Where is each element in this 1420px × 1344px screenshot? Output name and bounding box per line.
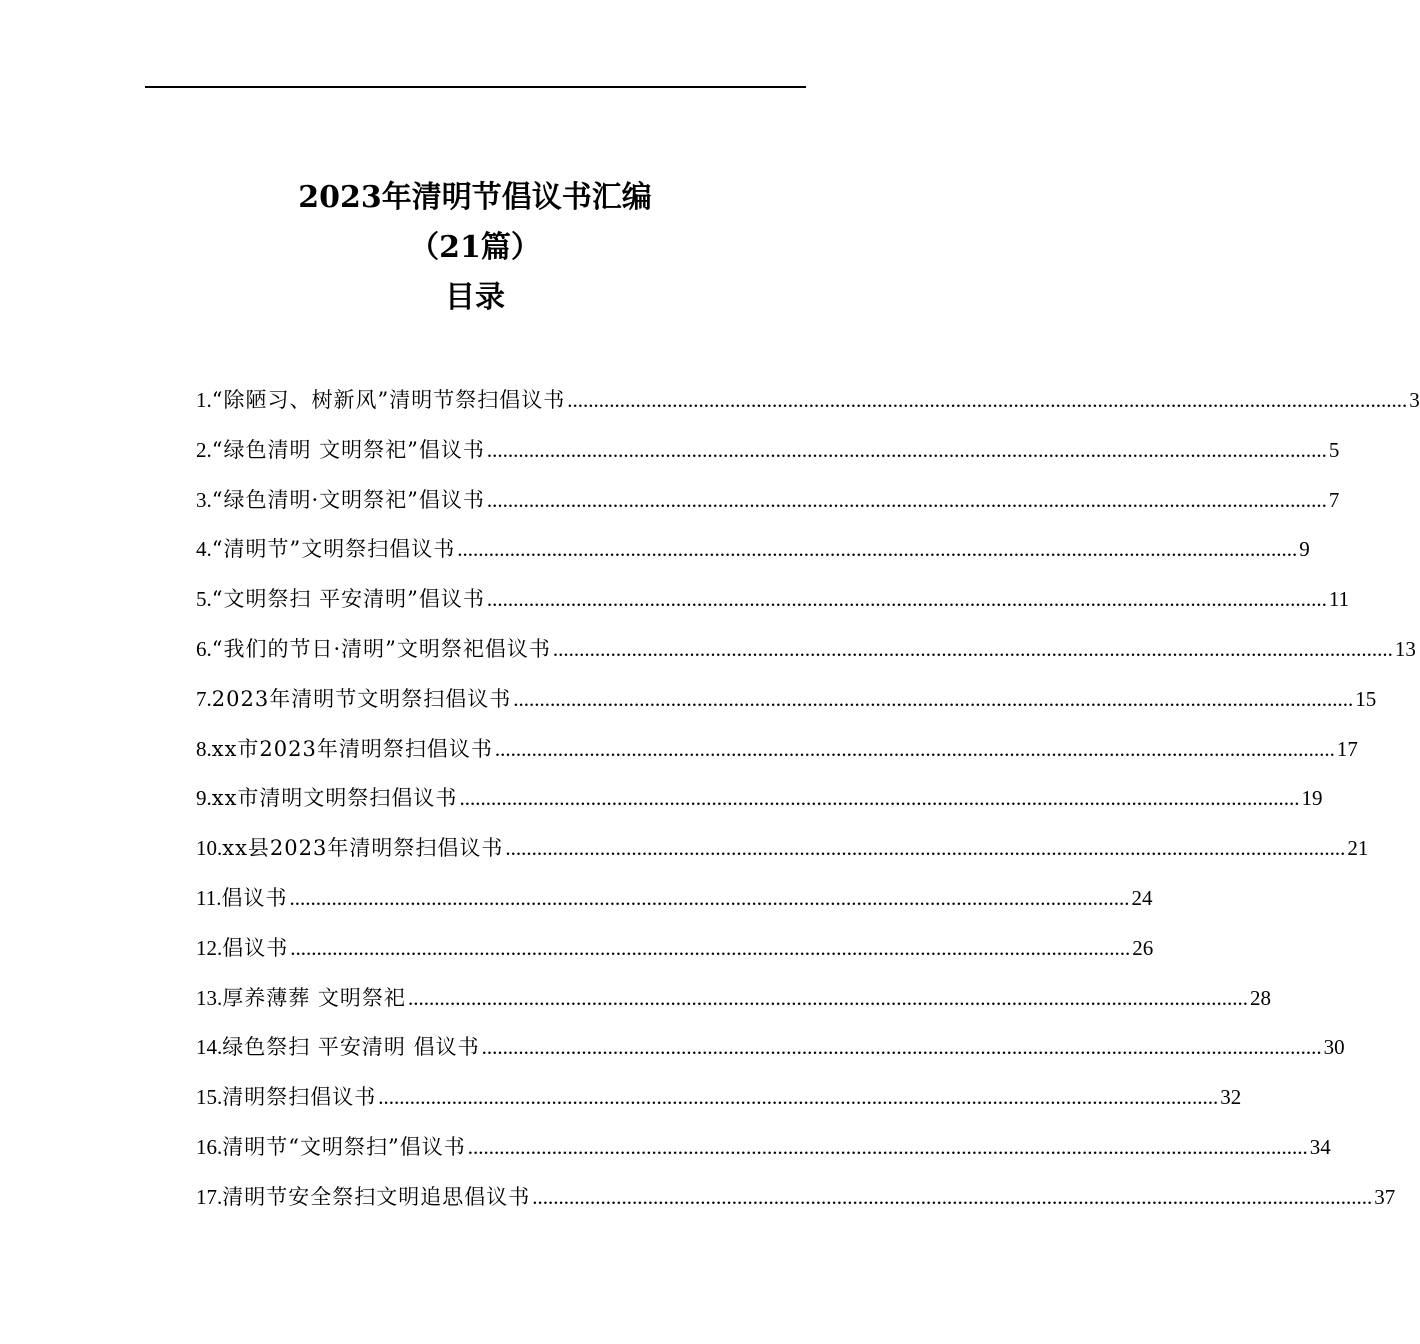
toc-entry-number: 9. — [196, 786, 212, 811]
toc-entry-number: 10. — [196, 836, 223, 861]
table-of-contents — [196, 384, 1420, 1231]
toc-entry-number: 14. — [196, 1035, 223, 1060]
toc-entry-page: 17 — [1336, 736, 1358, 761]
toc-entry-page: 37 — [1374, 1184, 1396, 1209]
toc-dot-leader — [553, 637, 1393, 662]
toc-entry-page: 7 — [1328, 487, 1340, 512]
toc-entry-page: 26 — [1132, 935, 1154, 960]
toc-dot-leader — [468, 1135, 1308, 1160]
toc-entry[interactable] — [196, 683, 1377, 733]
toc-dot-leader — [532, 1185, 1372, 1210]
toc-dot-leader — [408, 986, 1248, 1011]
toc-entry-title: 倡议书 — [222, 935, 289, 960]
toc-entry-title: 绿色祭扫 平安清明 倡议书 — [222, 1035, 480, 1060]
toc-entry[interactable] — [196, 484, 1340, 534]
toc-entry-number: 6. — [196, 636, 212, 661]
toc-entry-title: “绿色清明 文明祭祀”倡议书 — [211, 437, 485, 462]
toc-entry[interactable] — [196, 533, 1310, 583]
toc-entry-number: 16. — [196, 1134, 223, 1159]
toc-dot-leader — [289, 886, 1129, 911]
toc-dot-leader — [378, 1085, 1218, 1110]
toc-entry-page: 11 — [1328, 587, 1350, 612]
toc-dot-leader — [487, 488, 1327, 513]
toc-entry-page: 5 — [1328, 437, 1340, 462]
toc-entry[interactable] — [196, 633, 1416, 683]
toc-entry[interactable] — [196, 384, 1420, 434]
toc-dot-leader — [457, 537, 1297, 562]
toc-entry-number: 2. — [196, 437, 212, 462]
toc-entry-title: 清明祭扫倡议书 — [222, 1085, 377, 1110]
toc-entry-title: “绿色清明·文明祭祀”倡议书 — [211, 487, 485, 512]
toc-entry-number: 12. — [196, 935, 223, 960]
toc-heading: 目录 — [445, 280, 505, 315]
toc-entry-title: 清明节“文明祭扫”倡议书 — [222, 1134, 466, 1159]
toc-entry-page: 3 — [1409, 388, 1420, 412]
toc-entry-title: 2023年清明节文明祭扫倡议书 — [211, 686, 512, 711]
toc-dot-leader — [513, 687, 1353, 712]
toc-entry-page: 34 — [1309, 1134, 1331, 1159]
toc-entry-title: xx市2023年清明祭扫倡议书 — [211, 736, 493, 761]
toc-entry-title: “清明节”文明祭扫倡议书 — [211, 537, 456, 562]
toc-entry-title: “文明祭扫 平安清明”倡议书 — [211, 587, 485, 612]
toc-entry-title: xx县2023年清明祭扫倡议书 — [222, 836, 504, 861]
toc-dot-leader — [482, 1035, 1322, 1060]
toc-dot-leader — [487, 438, 1327, 463]
toc-entry-number: 5. — [196, 587, 212, 612]
toc-entry[interactable] — [196, 982, 1271, 1032]
toc-dot-leader — [459, 786, 1299, 811]
toc-dot-leader — [567, 388, 1407, 413]
toc-entry-page: 21 — [1347, 836, 1369, 861]
toc-entry-number: 7. — [196, 686, 212, 711]
toc-entry-page: 32 — [1220, 1085, 1242, 1110]
toc-entry-number: 11. — [196, 885, 222, 910]
toc-entry-page: 9 — [1299, 537, 1310, 562]
toc-entry-title: “我们的节日·清明”文明祭祀倡议书 — [211, 636, 551, 661]
toc-entry-title: 清明节安全祭扫文明追思倡议书 — [222, 1184, 531, 1209]
toc-entry-page: 13 — [1394, 636, 1416, 661]
toc-entry-page: 30 — [1323, 1035, 1345, 1060]
toc-entry-title: 厚养薄葬 文明祭祀 — [222, 985, 406, 1010]
toc-entry[interactable] — [196, 733, 1358, 783]
toc-dot-leader — [495, 737, 1335, 762]
toc-entry[interactable] — [196, 1031, 1345, 1081]
toc-entry[interactable] — [196, 1131, 1331, 1181]
toc-entry-number: 17. — [196, 1184, 223, 1209]
toc-entry[interactable] — [196, 932, 1154, 982]
toc-entry-page: 24 — [1131, 885, 1153, 910]
header-rule — [145, 86, 806, 88]
toc-dot-leader — [290, 936, 1130, 961]
toc-entry[interactable] — [196, 1081, 1242, 1131]
toc-entry[interactable] — [196, 434, 1340, 484]
document-count: （21篇） — [409, 230, 541, 265]
toc-entry[interactable] — [196, 832, 1369, 882]
toc-entry-number: 4. — [196, 537, 212, 562]
toc-entry[interactable] — [196, 782, 1323, 832]
toc-entry-number: 1. — [196, 388, 212, 412]
toc-entry-number: 15. — [196, 1085, 223, 1110]
toc-entry-title: 倡议书 — [221, 885, 288, 910]
document-title: 2023年清明节倡议书汇编 — [298, 180, 652, 215]
toc-dot-leader — [505, 836, 1345, 861]
toc-entry[interactable] — [196, 882, 1153, 932]
toc-entry-number: 8. — [196, 736, 212, 761]
toc-entry-number: 3. — [196, 487, 212, 512]
toc-entry-title: “除陋习、树新风”清明节祭扫倡议书 — [211, 388, 566, 412]
toc-entry-page: 28 — [1249, 985, 1271, 1010]
toc-entry[interactable] — [196, 1181, 1396, 1231]
toc-entry-page: 15 — [1355, 686, 1377, 711]
toc-entry-page: 19 — [1301, 786, 1323, 811]
toc-entry[interactable] — [196, 583, 1350, 633]
toc-entry-title: xx市清明文明祭扫倡议书 — [211, 786, 458, 811]
toc-dot-leader — [487, 587, 1327, 612]
toc-entry-number: 13. — [196, 985, 223, 1010]
